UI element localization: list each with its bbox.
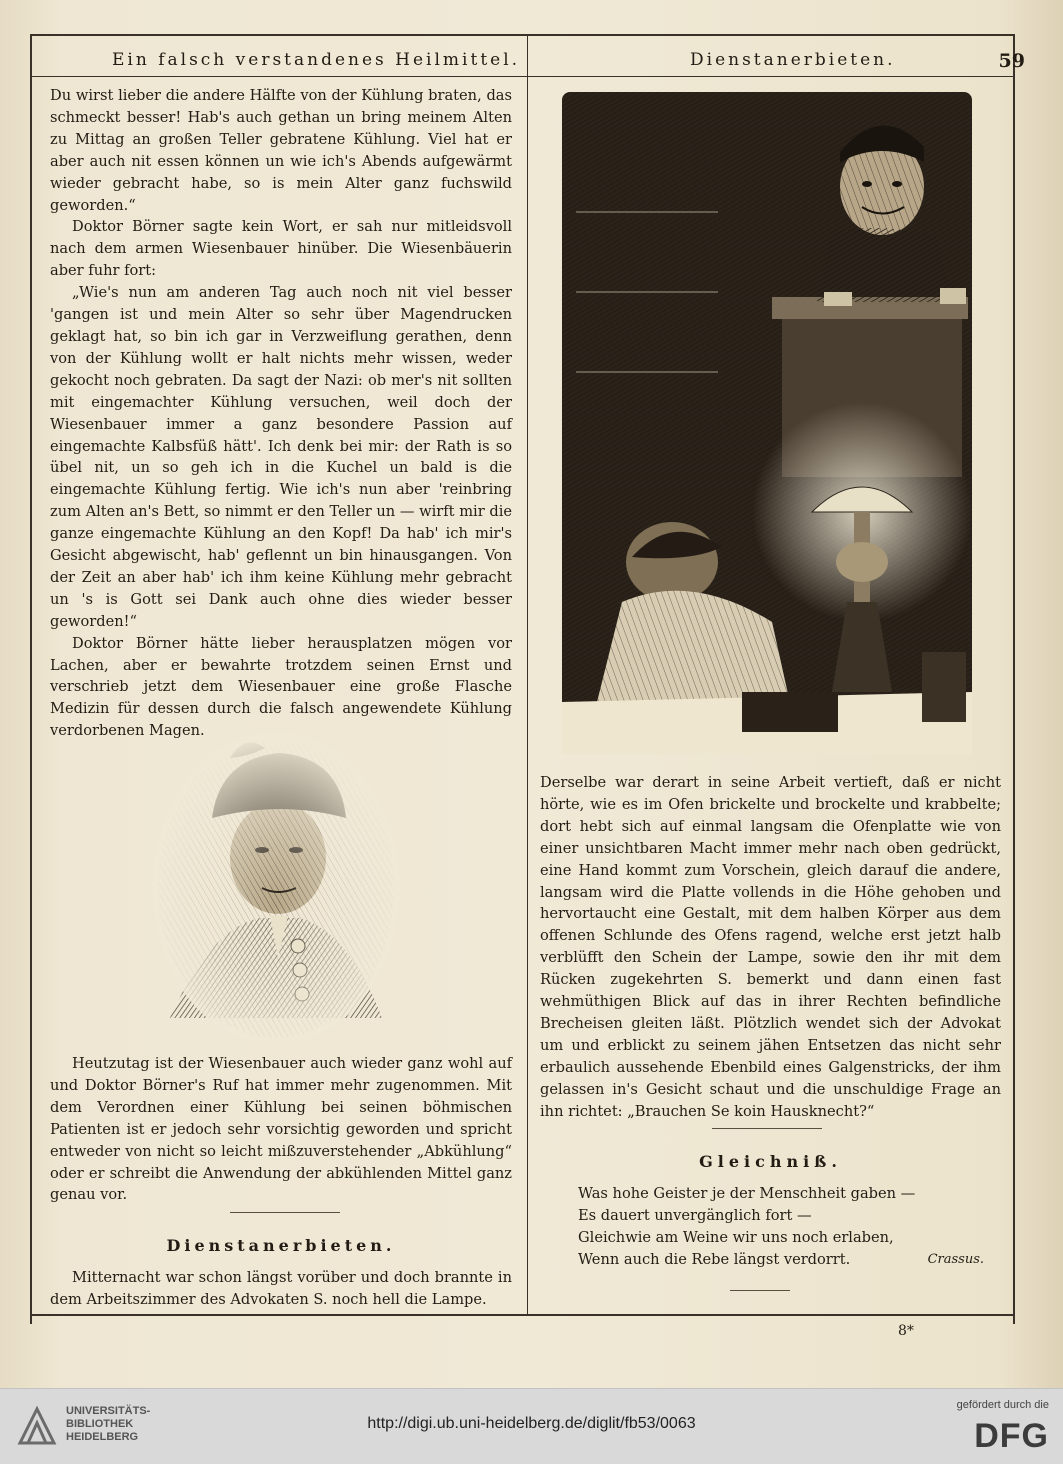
poem-line: Wenn auch die Rebe längst verdorrt. xyxy=(578,1251,851,1268)
section-text xyxy=(50,1267,512,1311)
page-number: 59 xyxy=(998,50,1025,72)
poem-author: Crassus. xyxy=(927,1252,984,1267)
funding-label: gefördert durch die xyxy=(956,1399,1049,1411)
header-rule xyxy=(30,76,1015,77)
poem-title: Gleichniß. xyxy=(699,1152,842,1171)
left-column-bottom xyxy=(50,1053,512,1206)
paragraph: Mitternacht war schon längst vorüber und doch brannte in dem Arbeitszimmer des Advokaten S. noch hell die Lampe. xyxy=(50,1269,512,1308)
section-separator xyxy=(230,1212,340,1213)
running-head-left: Ein falsch verstandenes Heilmittel. xyxy=(112,50,521,70)
paragraph: Doktor Börner sagte kein Wort, er sah nur mitleidsvoll nach dem armen Wiesenbauer hinüber. Die Wiesenbäuerin aber fuhr fort: xyxy=(50,218,512,280)
top-rule xyxy=(30,34,1015,36)
portrait-engraving xyxy=(150,718,402,1040)
poem-line: Was hohe Geister je der Menschheit gaben — xyxy=(578,1185,916,1202)
poem-end-separator xyxy=(730,1290,790,1291)
poem-line: Es dauert unvergänglich fort — xyxy=(578,1207,812,1224)
left-column-top xyxy=(50,85,512,742)
viewer-footer xyxy=(0,1388,1063,1464)
paragraph: Heutzutag ist der Wiesenbauer auch wieder ganz wohl auf und Doktor Börner's Ruf hat immer mehr zugenommen. Mit dem Verordnen einer Kühlung bei seinen böhmischen Patienten ist er jedoch sehr vorsichtig geworden und spricht entweder von nicht so leicht mißzuverstehender „Abkühlung“ oder er schreibt die Anwendung der abkühlenden Mittel ganz genau vor. xyxy=(50,1055,512,1204)
library-name-line: UNIVERSITÄTS- xyxy=(66,1405,151,1417)
paragraph: „Wie's nun am anderen Tag auch noch nit viel besser 'gangen ist und mein Alter so sehr über Magendrucken geklagt hat, so bin ich gar in Verzweiflung gerathen, denn von der Kühlung wollt er halt nichts mehr wissen, weder gekocht noch gebraten. Da sagt der Nazi: ob mer's nit sollten mit eingemachter Kühlung versuchen, weil doch der Wiesenbauer immer a ganz besondere Passion auf eingemachte Kalbsfüß hätt'. Ich denk bei mir: der Rath is so übel nit, un so geh ich in die Kuchel un bald is die eingemachte Kühlung fertig. Wie ich's nun aber 'reinbring zum Alten an's Bett, so nimmt er den Teller un — wirft mir die ganze eingemachte Kühlung an den Kopf! Da hab' ich mir's Gesicht abgewischt, hab' geflennt un bin hinausgangen. Von der Zeit an aber hab' ich ihm keine Kühlung mehr gebracht un 's is Gott sei Dank auch ohne dies wieder besser geworden!“ xyxy=(50,284,512,630)
paragraph: Derselbe war derart in seine Arbeit vertieft, daß er nicht hörte, wie es im Ofen brickelte und brockelte und krabbelte; dort hebt sich auf einmal langsam die Ofenplatte wie von einer unsichtbaren Macht immer mehr nach oben gedrückt, eine Hand kommt zum Vorschein, gleich darauf die andere, langsam wird die Platte vollends in die Höhe gehoben und hervortaucht eine Gestalt, mit dem halben Körper aus dem offenen Schlunde des Ofens ragend, welche erst jetzt halb verblüfft den Schein der Lampe, sowie den ihr mit dem Rücken zugekehrten S. bemerkt und dann einen fast wehmüthigen Blick auf das in ihrer Rechten befindliche Brecheisen gleiten läßt. Plötzlich wendet sich der Advokat um und erblickt zu seinem jähen Entsetzen das nicht sehr erbaulich aussehende Ebenbild eines Galgenstricks, der ihm gelassen in's Gesicht schaut und die unschuldige Frage an ihn richtet: „Brauchen Se koin Hausknecht?“ xyxy=(540,774,1001,1120)
poem-separator xyxy=(712,1128,822,1129)
permalink-url[interactable]: http://digi.ub.uni-heidelberg.de/diglit/fb53/0063 xyxy=(367,1415,696,1432)
library-name-line: BIBLIOTHEK xyxy=(66,1418,134,1430)
poem xyxy=(578,1183,998,1271)
study-room-engraving xyxy=(562,92,972,754)
bottom-rule xyxy=(30,1314,1015,1316)
section-title: Dienstanerbieten. xyxy=(166,1236,396,1255)
dfg-logo[interactable]: DFG xyxy=(974,1417,1049,1455)
right-rule xyxy=(1013,34,1015,1324)
left-rule xyxy=(30,34,32,1324)
poem-line: Gleichwie am Weine wir uns noch erlaben, xyxy=(578,1229,894,1246)
column-divider xyxy=(527,34,528,1314)
library-name-line: HEIDELBERG xyxy=(66,1431,139,1443)
signature-mark: 8* xyxy=(898,1323,914,1339)
paragraph: Doktor Börner hätte lieber herausplatzen mögen vor Lachen, aber er bewahrte trotzdem seinen Ernst und verschrieb jetzt dem Wiesenbauer eine große Flasche Medizin für dessen durch die falsch angewendete Kühlung verdorbenen Magen. xyxy=(50,634,512,740)
right-column-text xyxy=(540,772,1001,1123)
paragraph: Du wirst lieber die andere Hälfte von der Kühlung braten, das schmeckt besser! Hab's auch gethan un bring meinem Alten zu Mittag an großen Teller gebratene Kühlung. Viel hat er aber auch nit essen können un wie ich's Abends aufgewärmt wieder gebracht habe, so is mein Alter ganz fuchswild geworden.“ xyxy=(50,87,512,214)
running-head-right: Dienstanerbieten. xyxy=(690,50,896,70)
